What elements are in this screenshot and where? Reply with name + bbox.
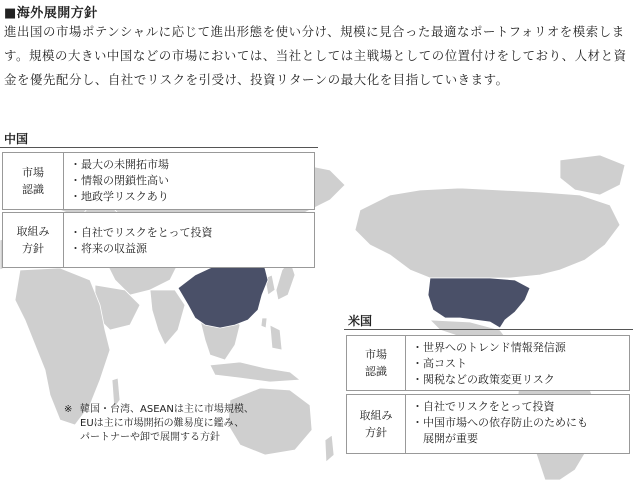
usa-market-item: ・世界へのトレンド情報発信源 bbox=[412, 341, 566, 354]
china-market-recognition-body bbox=[63, 152, 315, 210]
usa-market-recognition-body bbox=[405, 335, 630, 391]
china-market-head-line1: 市場 bbox=[22, 166, 44, 179]
china-policy-head bbox=[2, 212, 64, 268]
usa-policy-body bbox=[405, 394, 630, 454]
canada-landmass bbox=[355, 188, 620, 278]
usa-market-item: ・関税などの政策変更リスク bbox=[412, 373, 555, 386]
section-heading: ■海外展開方針 bbox=[4, 6, 98, 21]
india-landmass bbox=[150, 290, 185, 345]
usa-title-rule bbox=[344, 329, 633, 330]
usa-policy-head bbox=[346, 394, 406, 454]
philippines-landmass bbox=[270, 325, 282, 350]
usa-policy-item: 展開が重要 bbox=[412, 432, 478, 445]
footnote-line: EUは主に市場開拓の難易度に鑑み、 bbox=[80, 418, 245, 429]
china-title: 中国 bbox=[4, 132, 29, 146]
china-market-item: ・地政学リスクあり bbox=[70, 190, 169, 203]
china-policy-item: ・自社でリスクをとって投資 bbox=[70, 226, 213, 239]
china-policy-item: ・将来の収益源 bbox=[70, 242, 147, 255]
footnote-mark: ※ bbox=[64, 404, 73, 415]
china-policy-head-line1: 取組み bbox=[16, 225, 50, 238]
china-market-item: ・情報の閉鎖性高い bbox=[70, 174, 169, 187]
usa-policy-item: ・中国市場への依存防止のためにも bbox=[412, 416, 588, 429]
usa-market-item: ・高コスト bbox=[412, 357, 467, 370]
china-market-head-line2: 認識 bbox=[22, 183, 44, 196]
usa-title: 米国 bbox=[348, 314, 373, 328]
china-policy-head-line2: 方針 bbox=[22, 242, 44, 255]
usa-policy-head-line1: 取組み bbox=[359, 409, 393, 422]
footnote-line: 韓国・台湾、ASEANは主に市場規模、 bbox=[80, 404, 254, 415]
china-title-rule bbox=[0, 147, 318, 148]
china-highlight bbox=[178, 260, 268, 328]
taiwan-landmass bbox=[261, 318, 267, 328]
china-market-item: ・最大の未開拓市場 bbox=[70, 158, 169, 171]
china-policy-body bbox=[63, 212, 315, 268]
footnote-line: パートナーや卸で展開する方針 bbox=[80, 432, 220, 443]
usa-policy-head-line2: 方針 bbox=[365, 426, 387, 439]
indonesia-landmass bbox=[210, 362, 300, 382]
usa-policy-item: ・自社でリスクをとって投資 bbox=[412, 400, 555, 413]
china-market-recognition-head bbox=[2, 152, 64, 210]
intro-paragraph: 進出国の市場ポテンシャルに応じて進出形態を使い分け、規模に見合った最適なポートフォリオを模索します。規模の大きい中国などの市場においては、当社としては主戦場としての位置付けをしており、人材と資金を優先配分し、自社でリスクを引受け、投資リターンの最大化を目指していきます。 bbox=[4, 24, 627, 87]
usa-market-head-line2: 認識 bbox=[365, 365, 387, 378]
new-zealand-landmass bbox=[325, 435, 334, 462]
usa-market-recognition-head bbox=[346, 335, 406, 391]
usa-market-head-line1: 市場 bbox=[365, 348, 387, 361]
greenland-landmass bbox=[560, 155, 625, 195]
